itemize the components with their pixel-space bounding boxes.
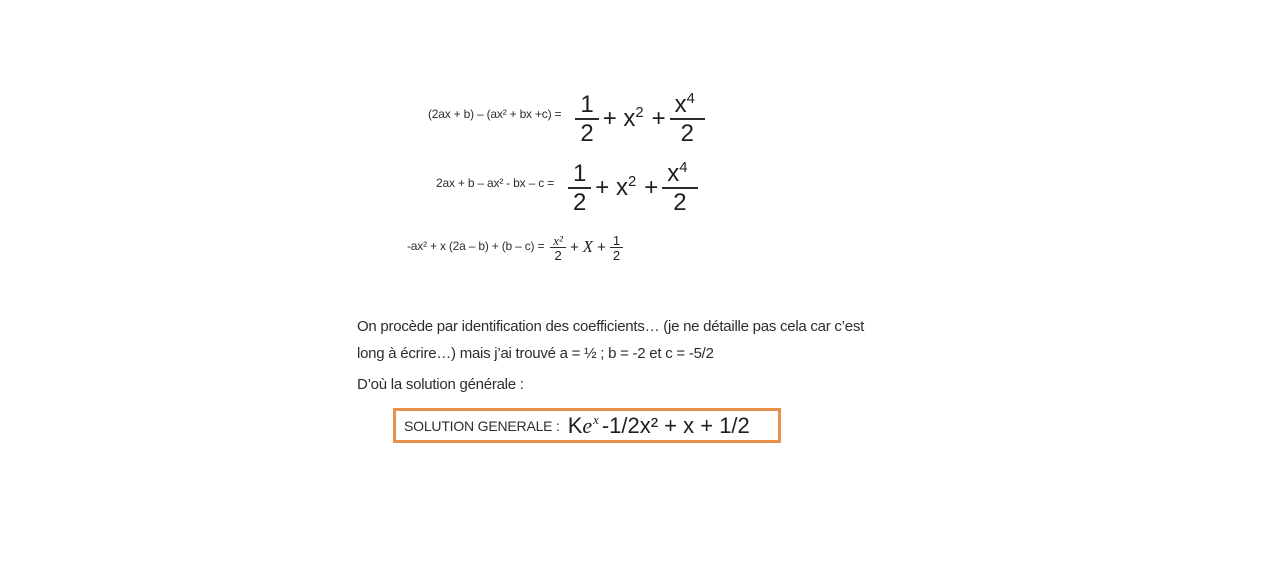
plus-operator: + — [651, 104, 666, 132]
fraction-denominator: 2 — [572, 189, 587, 217]
variable-x-italic: X — [582, 236, 594, 256]
identification-paragraph — [357, 313, 864, 367]
solution-box — [393, 408, 781, 443]
fraction-denominator: 2 — [580, 120, 594, 148]
coefficient-k: K — [567, 412, 583, 438]
equation-1-lhs: (2ax + b) – (ax² + bx +c) = — [428, 107, 562, 122]
plus-operator: + — [569, 238, 579, 256]
fraction-denominator: 2 — [680, 120, 694, 148]
equation-line-3 — [407, 234, 623, 262]
solution-label: SOLUTION GENERALE : — [404, 417, 560, 434]
fraction-denominator: 2 — [612, 248, 621, 263]
fraction-numerator: 1 — [575, 92, 598, 120]
plus-x-text: + x — [602, 104, 636, 132]
exponent-2: 2 — [627, 173, 637, 190]
plus-x-squared-term — [603, 105, 644, 132]
x-base: x — [667, 160, 680, 187]
fraction-x2-over-2 — [550, 234, 566, 262]
exponent-2: 2 — [635, 104, 644, 121]
fraction-numerator: x² — [550, 234, 566, 248]
exponent-x: x — [593, 413, 599, 428]
paragraph-line-2: long à écrire…) mais j’ai trouvé a = ½ ; b = -2 et c = -5/2 — [357, 345, 714, 362]
exponent-4: 4 — [679, 160, 688, 176]
plus-x-text: + x — [595, 173, 628, 201]
equation-line-1 — [428, 92, 705, 146]
solution-expression — [568, 413, 750, 439]
equation-3-rhs — [550, 234, 623, 262]
equation-2-lhs: 2ax + b – ax² - bx – c = — [436, 176, 554, 191]
plus-x-squared-term — [595, 174, 636, 201]
exponent-4: 4 — [686, 91, 695, 107]
equation-1-rhs — [575, 92, 705, 146]
fraction-one-half — [610, 234, 623, 262]
plus-operator: + — [644, 173, 659, 201]
euler-e-italic: e — [582, 412, 593, 438]
fraction-denominator: 2 — [673, 189, 687, 217]
fraction-numerator: 1 — [568, 161, 591, 189]
equation-line-2 — [436, 161, 698, 215]
plus-operator: + — [597, 238, 606, 256]
fraction-x4-over-2 — [670, 92, 705, 146]
conclusion-text: D’où la solution générale : — [357, 376, 524, 393]
fraction-denominator: 2 — [554, 248, 562, 263]
fraction-one-half — [568, 161, 591, 215]
polynomial-part: -1/2x² + x + 1/2 — [601, 412, 750, 438]
fraction-numerator: 1 — [610, 234, 623, 248]
fraction-one-half — [575, 92, 598, 146]
fraction-x4-over-2 — [662, 161, 697, 215]
paragraph-line-1: On procède par identification des coefficients… (je ne détaille pas cela car c’est — [357, 318, 865, 335]
equation-2-rhs — [568, 161, 698, 215]
fraction-numerator — [670, 92, 705, 120]
fraction-numerator — [662, 161, 697, 189]
x-base: x — [674, 91, 687, 118]
equation-3-lhs: -ax² + x (2a – b) + (b – c) = — [407, 239, 545, 253]
